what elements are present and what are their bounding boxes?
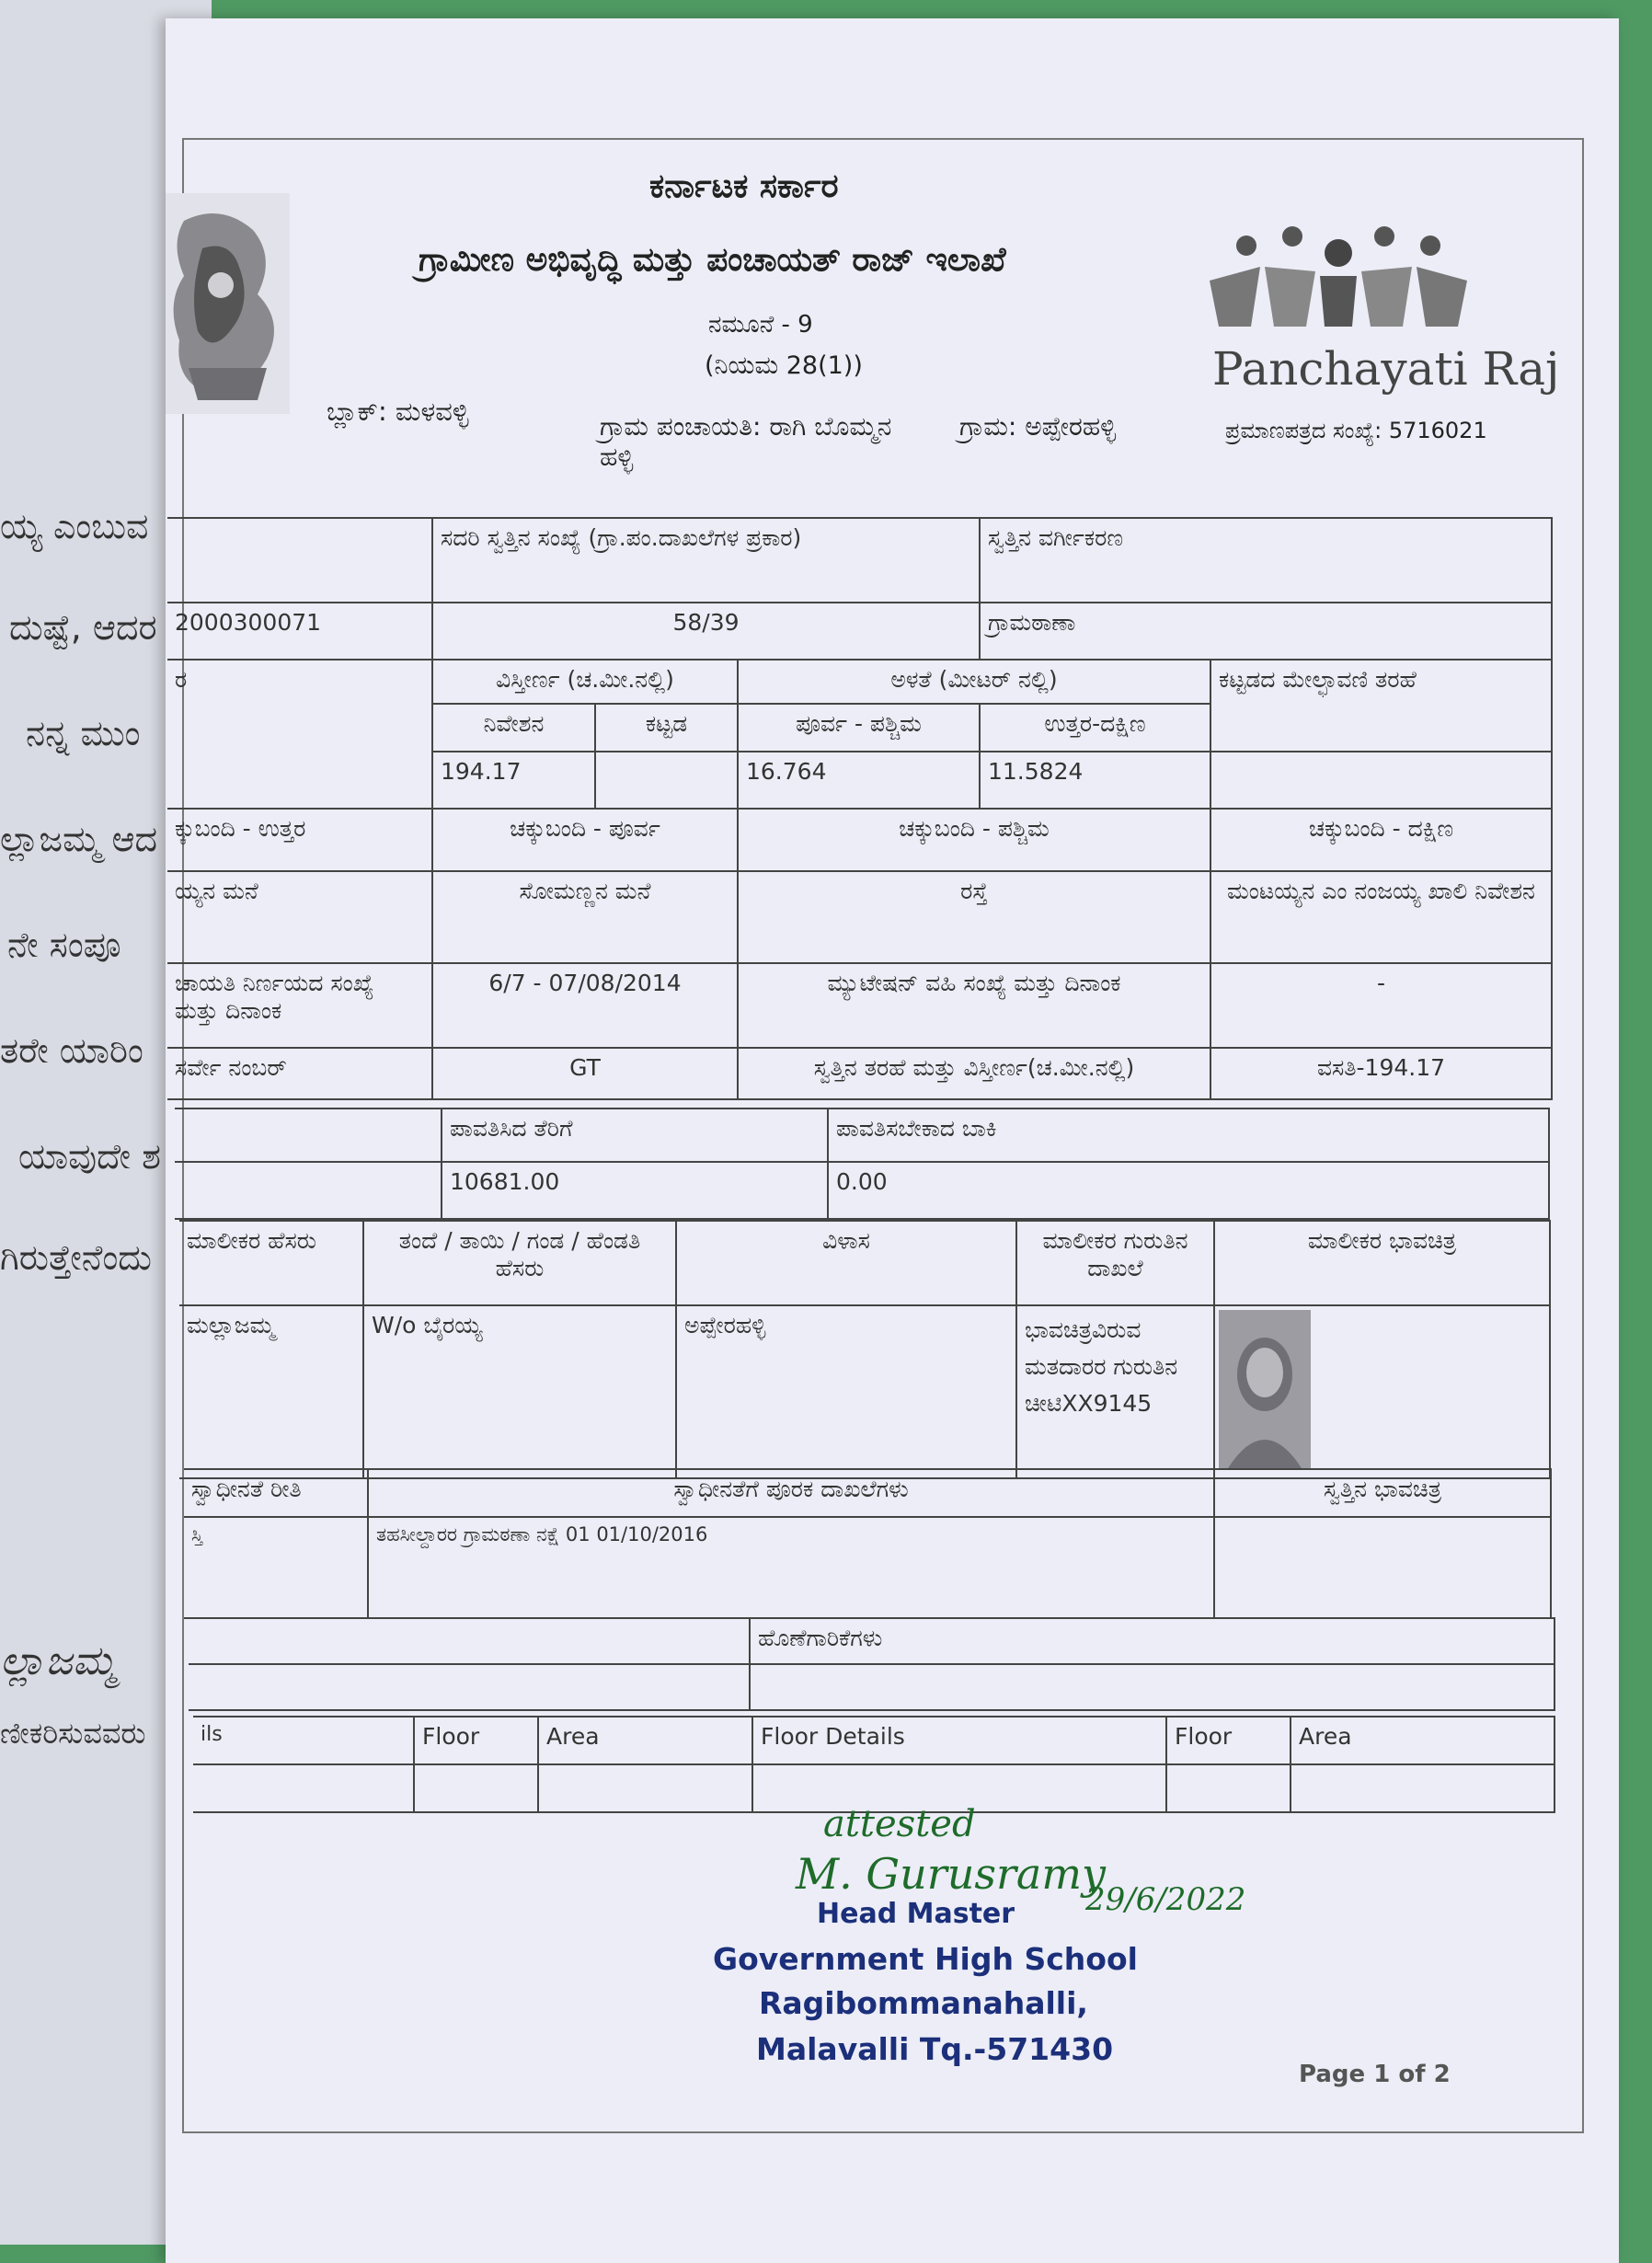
back-page-line: ಯಾವುದೇ ಶ — [18, 1136, 161, 1177]
owner-name-value: ಮಲ್ಲಾಜಮ್ಮ — [179, 1305, 363, 1478]
signature: M. Gurusramy — [796, 1849, 1106, 1899]
resolution-value: 6/7 - 07/08/2014 — [432, 963, 738, 1048]
acquisition-docs-label: ಸ್ವಾಧೀನತೆಗೆ ಪೂರಕ ದಾಖಲೆಗಳು — [368, 1469, 1214, 1517]
liabilities-label: ಹೊಣೆಗಾರಿಕೆಗಳು — [750, 1618, 1554, 1664]
survey-number-value: GT — [432, 1048, 738, 1099]
back-page-line: ತರೇ ಯಾರಿಂ — [0, 1030, 143, 1071]
stamp-designation: Head Master — [817, 1898, 1015, 1930]
boundary-west-value: ರಸ್ತೆ — [738, 871, 1210, 963]
rule-reference: (ನಿಯಮ 28(1)) — [705, 351, 863, 380]
blank-cell — [1291, 1764, 1554, 1812]
property-details-table — [167, 517, 1553, 1100]
gram-panchayat-name-cont: ಹಳ್ಳಿ — [600, 442, 634, 472]
page-number: Page 1 of 2 — [1299, 2061, 1451, 2088]
roof-type-label: ಕಟ್ಟಡದ ಮೇಲ್ಛಾವಣಿ ತರಹೆ — [1210, 660, 1552, 752]
back-page-line: ಯ್ಯ ಎಂಬುವ — [0, 506, 149, 546]
property-id-value: 2000300071 — [167, 603, 432, 660]
property-type-label: ಸ್ವತ್ತಿನ ತರಹೆ ಮತ್ತು ವಿಸ್ತೀರ್ಣ(ಚ.ಮೀ.ನಲ್ಲಿ) — [738, 1048, 1210, 1099]
blank-cell — [175, 1162, 442, 1219]
area-column-label: Area — [538, 1717, 752, 1764]
back-page-line: ನನ್ನ ಮುಂ — [26, 713, 141, 753]
certificate-number: ಪ್ರಮಾಣಪತ್ರದ ಸಂಖ್ಯೆ: 5716021 — [1225, 418, 1487, 443]
village-name: ಗ್ರಾಮ: ಅಪ್ಪೇರಹಳ್ಳಿ — [959, 411, 1117, 442]
department-title: ಗ್ರಾಮೀಣ ಅಭಿವೃದ್ಧಿ ಮತ್ತು ಪಂಚಾಯತ್ ರಾಜ್ ಇಲಾಖೆ — [419, 241, 1006, 279]
resolution-label: ಚಾಯತಿ ನಿರ್ಣಯದ ಸಂಖ್ಯೆ ಮತ್ತು ದಿನಾಂಕ — [167, 963, 432, 1048]
panchayati-raj-logo-text: Panchayati Raj — [1212, 342, 1560, 396]
address-label: ವಿಳಾಸ — [676, 1221, 1016, 1305]
stamp-taluk: Malavalli Tq.-571430 — [756, 2031, 1114, 2067]
blank-cell — [414, 1764, 538, 1812]
east-west-value: 16.764 — [738, 752, 980, 809]
owner-table — [179, 1220, 1551, 1479]
area-column-label-right: Area — [1291, 1717, 1554, 1764]
site-area-value: 194.17 — [432, 752, 595, 809]
north-south-label: ಉತ್ತರ-ದಕ್ಷಿಣ — [980, 704, 1210, 752]
relation-name-value: W/o ಬೈರಯ್ಯ — [363, 1305, 676, 1478]
form-number: ನಮೂನೆ - 9 — [708, 311, 813, 339]
tax-due-value: 0.00 — [828, 1162, 1549, 1219]
back-page-line: ಣೀಕರಿಸುವವರು — [0, 1716, 146, 1751]
survey-number-label: ಸರ್ವೇ ನಂಬರ್ — [167, 1048, 432, 1099]
site-label: ನಿವೇಶನ — [432, 704, 595, 752]
north-south-value: 11.5824 — [980, 752, 1210, 809]
floor-details-label: Floor Details — [752, 1717, 1166, 1764]
blank-cell — [193, 1764, 414, 1812]
classification-value: ಗ್ರಾಮಠಾಣಾ — [980, 603, 1552, 660]
owner-photo-label: ಮಾಲೀಕರ ಭಾವಚಿತ್ರ — [1214, 1221, 1550, 1305]
address-value: ಅಪ್ಪೇರಹಳ್ಳಿ — [676, 1305, 1016, 1478]
boundary-north-value: ಯ್ಯನ ಮನೆ — [167, 871, 432, 963]
mutation-value: - — [1210, 963, 1552, 1048]
back-page-line: ನೇ ಸಂಪೂ — [7, 925, 121, 965]
state-emblem-icon — [166, 193, 290, 414]
property-type-value: ವಸತಿ-194.17 — [1210, 1048, 1552, 1099]
owner-photo-cell — [1214, 1305, 1550, 1478]
floor-left-label-fragment: ils — [193, 1717, 414, 1764]
id-document-value: ಭಾವಚಿತ್ರವಿರುವ ಮತದಾರರ ಗುರುತಿನ ಚೀಟಿXX9145 — [1016, 1305, 1214, 1478]
property-number-label: ಸದರಿ ಸ್ವತ್ತಿನ ಸಂಖ್ಯೆ (ಗ್ರಾ.ಪಂ.ದಾಖಲೆಗಳ ಪ್ರಕಾರ) — [432, 518, 980, 603]
floor-label: Floor — [414, 1717, 538, 1764]
classification-label: ಸ್ವತ್ತಿನ ವರ್ಗೀಕರಣ — [980, 518, 1552, 603]
blank-cell — [189, 1664, 750, 1710]
boundary-north-label: ಕ್ಕುಬಂದಿ - ಉತ್ತರ — [167, 809, 432, 871]
acquisition-mode-value: ಸ್ತಿ — [184, 1517, 368, 1618]
back-page-line: ದುಷ್ಟೆ, ಆದರ — [9, 607, 157, 648]
boundary-south-value: ಮಂಟಯ್ಯನ ಎಂ ನಂಜಯ್ಯ ಖಾಲಿ ನಿವೇಶನ — [1210, 871, 1552, 963]
building-label: ಕಟ್ಟಡ — [595, 704, 738, 752]
acquisition-docs-value: ತಹಸೀಲ್ದಾರರ ಗ್ರಾಮಠಣಾ ನಕ್ಷೆ 01 01/10/2016 — [368, 1517, 1214, 1618]
attested-handwriting: attested — [823, 1803, 976, 1845]
tax-due-label: ಪಾವತಿಸಬೇಕಾದ ಬಾಕಿ — [828, 1109, 1549, 1162]
blank-cell — [538, 1764, 752, 1812]
roof-type-value — [1210, 752, 1552, 809]
property-photo-value — [1214, 1517, 1551, 1618]
east-west-label: ಪೂರ್ವ - ಪಶ್ಚಿಮ — [738, 704, 980, 752]
liabilities-table — [189, 1617, 1555, 1711]
liabilities-value — [750, 1664, 1554, 1710]
floor-details-table — [193, 1716, 1555, 1813]
gram-panchayat-name: ಗ್ರಾಮ ಪಂಚಾಯತಿ: ರಾಗಿ ಬೊಮ್ಮನ — [600, 411, 892, 442]
panchayati-raj-logo-icon — [1205, 225, 1472, 336]
id-document-label: ಮಾಲೀಕರ ಗುರುತಿನ ದಾಖಲೆ — [1016, 1221, 1214, 1305]
blank-cell — [175, 1109, 442, 1162]
back-page-line: ಗಿರುತ್ತೇನೆಂದು — [0, 1237, 152, 1278]
property-photo-label: ಸ್ವತ್ತಿನ ಭಾವಚಿತ್ರ — [1214, 1469, 1551, 1517]
tax-paid-label: ಪಾವತಿಸಿದ ತೆರಿಗೆ — [442, 1109, 828, 1162]
mutation-label: ಮ್ಯುಟೇಷನ್ ವಹಿ ಸಂಖ್ಯೆ ಮತ್ತು ದಿನಾಂಕ — [738, 963, 1210, 1048]
signature-date: 29/6/2022 — [1085, 1881, 1246, 1918]
blank-cell — [189, 1618, 750, 1664]
relation-name-label: ತಂದೆ / ತಾಯಿ / ಗಂಡ / ಹೆಂಡತಿ ಹೆಸರು — [363, 1221, 676, 1305]
owner-photo-icon — [1219, 1310, 1311, 1468]
dimensions-label: ಅಳತೆ (ಮೀಟರ್ ನಲ್ಲಿ) — [738, 660, 1210, 704]
floor-label-right: Floor — [1166, 1717, 1291, 1764]
tax-paid-value: 10681.00 — [442, 1162, 828, 1219]
blank-cell — [1166, 1764, 1291, 1812]
acquisition-mode-label: ಸ್ವಾಧೀನತೆ ರೀತಿ — [184, 1469, 368, 1517]
boundary-east-value: ಸೋಮಣ್ಣನ ಮನೆ — [432, 871, 738, 963]
block-name: ಬ್ಲಾಕ್: ಮಳವಳ್ಳಿ — [327, 396, 469, 427]
government-title: ಕರ್ನಾಟಕ ಸರ್ಕಾರ — [649, 167, 839, 205]
stamp-school: Government High School — [713, 1941, 1138, 1977]
boundary-south-label: ಚಕ್ಕುಬಂದಿ - ದಕ್ಷಿಣ — [1210, 809, 1552, 871]
stamp-place: Ragibommanahalli, — [759, 1985, 1088, 2021]
acquisition-table — [184, 1468, 1552, 1619]
left-label-fragment: ರ — [167, 660, 432, 809]
blank-cell — [167, 518, 432, 603]
owner-name-label: ಮಾಲೀಕರ ಹೆಸರು — [179, 1221, 363, 1305]
back-page-line: ಲ್ಲಾಜಮ್ಮ ಆದ — [0, 819, 158, 859]
building-area-value — [595, 752, 738, 809]
tax-table — [175, 1108, 1550, 1220]
back-page-handwriting: ಲ್ಲಾಜಮ್ಮ — [0, 1637, 117, 1684]
boundary-east-label: ಚಕ್ಕುಬಂದಿ - ಪೂರ್ವ — [432, 809, 738, 871]
area-label: ವಿಸ್ತೀರ್ಣ (ಚ.ಮೀ.ನಲ್ಲಿ) — [432, 660, 738, 704]
boundary-west-label: ಚಕ್ಕುಬಂದಿ - ಪಶ್ಚಿಮ — [738, 809, 1210, 871]
property-number-value: 58/39 — [432, 603, 980, 660]
